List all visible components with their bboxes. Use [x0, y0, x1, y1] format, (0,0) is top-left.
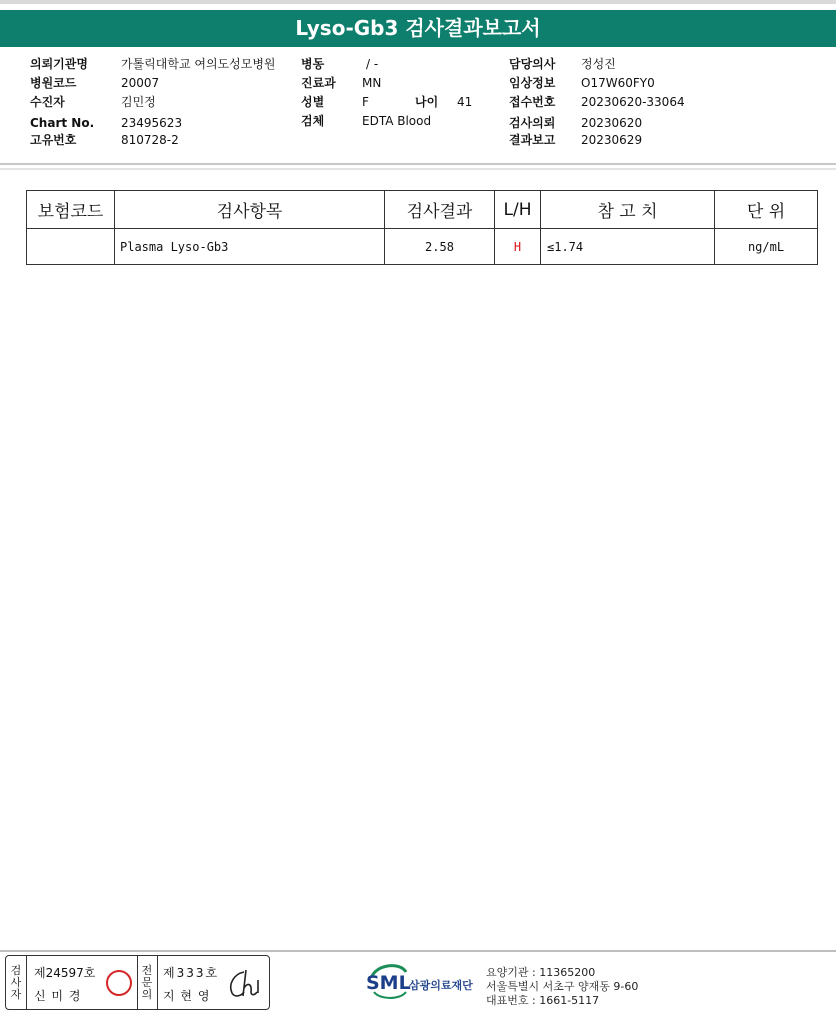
dept-value: MN [362, 76, 382, 90]
doctor-label: 담당의사 [509, 57, 556, 71]
handwritten-signature [224, 966, 266, 1002]
cell-unit: ng/mL [715, 229, 818, 265]
header-divider-shadow [0, 168, 836, 170]
header-divider [0, 163, 836, 165]
age-label: 나이 [415, 95, 439, 109]
tester-name: 신 미 경 [34, 989, 82, 1003]
col-insurance-code: 보험코드 [27, 191, 115, 229]
unique-no-value: 810728-2 [121, 133, 179, 147]
hospital-code-label: 병원코드 [30, 76, 77, 90]
report-date-label: 결과보고 [509, 133, 556, 147]
col-reference: 참 고 치 [541, 191, 715, 229]
cell-code [27, 229, 115, 265]
specialist-name: 지 현 영 [163, 989, 211, 1003]
top-rule [0, 0, 836, 4]
hospital-label: 의뢰기관명 [30, 57, 88, 71]
collector-label: 수진자 [30, 95, 65, 109]
org-name: 삼광의료재단 [409, 979, 473, 992]
signature-box [5, 955, 270, 1010]
chart-no-label: Chart No. [30, 116, 95, 130]
cell-flag: H [495, 229, 541, 265]
cell-reference: ≤1.74 [541, 229, 715, 265]
institution-code: 요양기관 : 11365200 [486, 966, 596, 979]
seal-stamp [106, 970, 132, 996]
age-value: 41 [457, 95, 473, 109]
ward-value: / - [366, 57, 379, 71]
col-result: 검사결과 [385, 191, 495, 229]
tester-label [6, 956, 26, 1009]
footer-divider [0, 950, 836, 952]
separator [157, 956, 158, 1009]
cell-result: 2.58 [385, 229, 495, 265]
specimen-label: 검체 [301, 114, 325, 128]
sml-logo-text: SML [366, 972, 411, 994]
specialist-number: 제333호 [163, 966, 220, 980]
tester-label-text: 검사자 [10, 963, 22, 1001]
results-header-row [27, 191, 818, 229]
collector-value: 김민정 [121, 95, 156, 109]
tester-number: 제24597호 [34, 966, 96, 980]
separator [26, 956, 27, 1009]
specialist-label [137, 956, 157, 1009]
col-test-item: 검사항목 [115, 191, 385, 229]
chart-no-value: 23495623 [121, 116, 183, 130]
request-date: 20230620 [581, 116, 643, 130]
col-unit: 단 위 [715, 191, 818, 229]
hospital-code-value: 20007 [121, 76, 160, 90]
receipt-label: 접수번호 [509, 95, 556, 109]
cell-item: Plasma Lyso-Gb3 [115, 229, 385, 265]
address: 서울특별시 서초구 양재동 9-60 [486, 980, 639, 993]
specialist-label-text: 전문의 [141, 963, 153, 1001]
report-title: Lyso-Gb3 검사결과보고서 [0, 10, 836, 47]
receipt-value: 20230620-33064 [581, 95, 685, 109]
clinical-label: 임상정보 [509, 76, 556, 90]
table-row [27, 229, 818, 265]
request-label: 검사의뢰 [509, 116, 556, 130]
results-table [26, 190, 818, 265]
hospital-value: 가톨릭대학교 여의도성모병원 [121, 57, 276, 71]
unique-no-label: 고유번호 [30, 133, 77, 147]
doctor-value: 정성진 [581, 57, 616, 71]
ward-label: 병동 [301, 57, 325, 71]
sex-value: F [362, 95, 369, 109]
phone: 대표번호 : 1661-5117 [486, 994, 600, 1007]
specimen-value: EDTA Blood [362, 114, 432, 128]
sex-label: 성별 [301, 95, 325, 109]
dept-label: 진료과 [301, 76, 336, 90]
report-date: 20230629 [581, 133, 643, 147]
col-flag: L/H [495, 191, 541, 229]
clinical-value: O17W60FY0 [581, 76, 655, 90]
